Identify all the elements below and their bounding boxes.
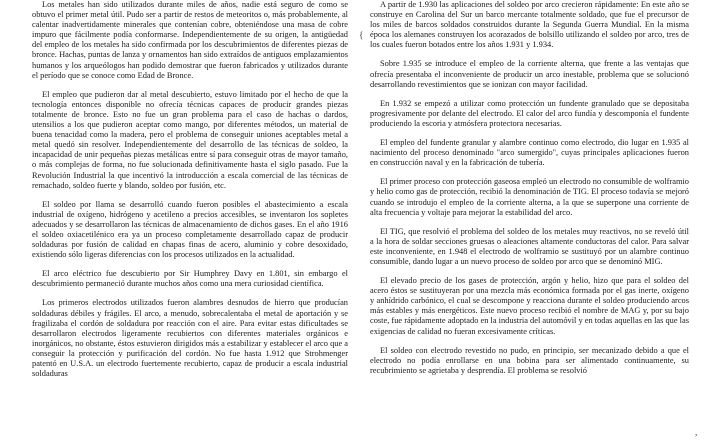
paragraph: El empleo del fundente granular y alambre continuo como electrodo, dio lugar en 1.935 al nacimiento del proceso denominado "arco sumergido", cuyas principales aplicaciones fueron en construcción naval y en la fabricación de tubería. bbox=[370, 138, 689, 168]
paragraph: El arco eléctrico fue descubierto por Sir Humphrey Davy en 1.801, sin embargo el descubrimiento permaneció durante muchos años como una mera curiosidad científica. bbox=[32, 269, 348, 289]
page-edge-mark: , bbox=[695, 427, 698, 437]
paragraph: Los metales han sido utilizados durante miles de años, nadie está seguro de como se obtuvo el primer metal útil. Pudo ser a partir de restos de meteoritos o, más probablemente, al calentar inadvertidamente minerales que contenían cobre, obteniéndose una masa de cobre impuro que fácilmente podía conformarse. Independientemente de su origen, la antigüedad del empleo de los metales ha sido confirmada por los descubrimientos de diferentes piezas de bronce. Hachas, puntas de lanza y ornamentos han sido extraídos de antiguos emplazamientos humanos y los arqueólogos han podido demostrar que fueron fabricados y utilizados durante el período que se conoce como Edad de Bronce. bbox=[32, 0, 348, 80]
left-text-column bbox=[32, 0, 348, 388]
paragraph: El soldeo por llama se desarrolló cuando fueron posibles el abastecimiento a escala industrial de oxígeno, hidrógeno y acetileno a precios accesibles, se inventaron los sopletes adecuados y se desarrollaron las técnicas de almacenamiento de dichos gases. En el año 1916 el soldeo oxiacetilénico era ya un proceso completamente desarrollado capaz de producir soldaduras por fusión de calidad en chapas finas de acero, aluminio y cobre desoxidado, existiendo sólo ligeras diferencias con los procesos utilizados en la actualidad. bbox=[32, 199, 348, 260]
paragraph: El primer proceso con protección gaseosa empleó un electrodo no consumible de wolframio y helio como gas de protección, recibió la denominación de TIG. El proceso todavía se mejoró cuando se introdujo el empleo de la corriente alterna, a la que se superpone una corriente de alta frecuencia y voltaje para mejorar la estabilidad del arco. bbox=[370, 177, 689, 217]
paragraph: Sobre 1.935 se introduce el empleo de la corriente alterna, que frente a las ventajas que ofrecía presentaba el inconveniente de producir un arco inestable, problema que se solucionó desarrollando revestimientos que se ionizan con mayor facilidad. bbox=[370, 59, 689, 89]
right-text-column bbox=[370, 0, 689, 385]
paragraph: El soldeo con electrodo revestido no pudo, en principio, ser mecanizado debido a que el electrodo no podía enrollarse en una bobina para ser alimentado continuamente, su recubrimiento se agrietaba y desprendía. El problema se resolvió bbox=[370, 345, 689, 375]
paragraph: A partir de 1.930 las aplicaciones del soldeo por arco crecieron rápidamente: En este año se construye en Carolina del Sur un barco mercante totalmente soldado, que fue el precursor de los miles de barcos soldados construidos durante la Segunda Guerra Mundial. En la misma época los alemanes construyen los acorazados de bolsillo utilizando el soldeo por arco, tres de los cuales fueron botados entre los años 1.931 y 1.934. bbox=[370, 0, 689, 50]
paragraph: El empleo que pudieron dar al metal descubierto, estuvo limitado por el hecho de que la tecnología entonces disponible no ofrecía técnicas capaces de producir grandes piezas totalmente de bronce. Esto no fue un gran problema para el caso de hachas o dardos, utensilios a los que pudieron aceptar como mango, por diferentes métodos, un material de buena tenacidad como la madera, pero el problema de conseguir uniones aceptables metal a metal quedó sin resolver. Independientemente del desarrollo de las técnicas de soldeo, la incapacidad de unir pequeñas piezas metálicas entre sí para conseguir otras de mayor tamaño, o más complejas de forma, no fue solucionada definitivamente hasta el siglo pasado. Fue la Revolución Industrial la que incentivó la introducción a escala comercial de las técnicas de remachado, soldeo fuerte y blando, soldeo por fusión, etc. bbox=[32, 89, 348, 190]
gutter-mark: { bbox=[359, 30, 364, 40]
paragraph: El elevado precio de los gases de protección, argón y helio, hizo que para el soldeo del acero éstos se sustituyeran por una mezcla más económica formada por el gas inerte, oxígeno y anhídrido carbónico, el cual se descompone y reacciona durante el soldeo produciendo arcos más estables y más energéticos. Este nuevo proceso recibió el nombre de MAG y, por su bajo coste, fue rápidamente adoptado en la industria del automóvil y en todas aquellas en las que las exigencias de calidad no fueran excesivamente críticas. bbox=[370, 276, 689, 336]
paragraph: El TIG, que resolvió el problema del soldeo de los metales muy reactivos, no se reveló útil a la hora de soldar secciones gruesas o aleaciones altamente conductoras del calor. Para salvar este inconveniente, en 1.948 el electrodo de wolframio se sustituyó por un alambre continuo consumible, dando lugar a un nuevo proceso de soldeo por arco que se denominó MIG. bbox=[370, 226, 689, 266]
paragraph: En 1.932 se empezó a utilizar como protección un fundente granulado que se depositaba progresivamente por delante del electrodo. El calor del arco fundía y descomponía el fundente produciendo la escoria y atmósfera protectora necesarias. bbox=[370, 98, 689, 128]
paragraph: Los primeros electrodos utilizados fueron alambres desnudos de hierro que producían soldaduras débiles y frágiles. El arco, a menudo, sobrecalentaba el metal de aportación y se fragilizaba el cordón de soldadura por reacción con el aire. Para evitar estas dificultades se desarrollaron electrodos ligeramente recubiertos con diferentes materiales orgánicos e inorgánicos, no obstante, éstos estuvieron dirigidos más a estabilizar y establecer el arco que a conseguir la protección y purificación del cordón. No fue hasta 1.912 que Strohmenger patentó en U.S.A. un electrodo fuertemente recubierto, capaz de producir a escala industrial soldaduras bbox=[32, 298, 348, 379]
